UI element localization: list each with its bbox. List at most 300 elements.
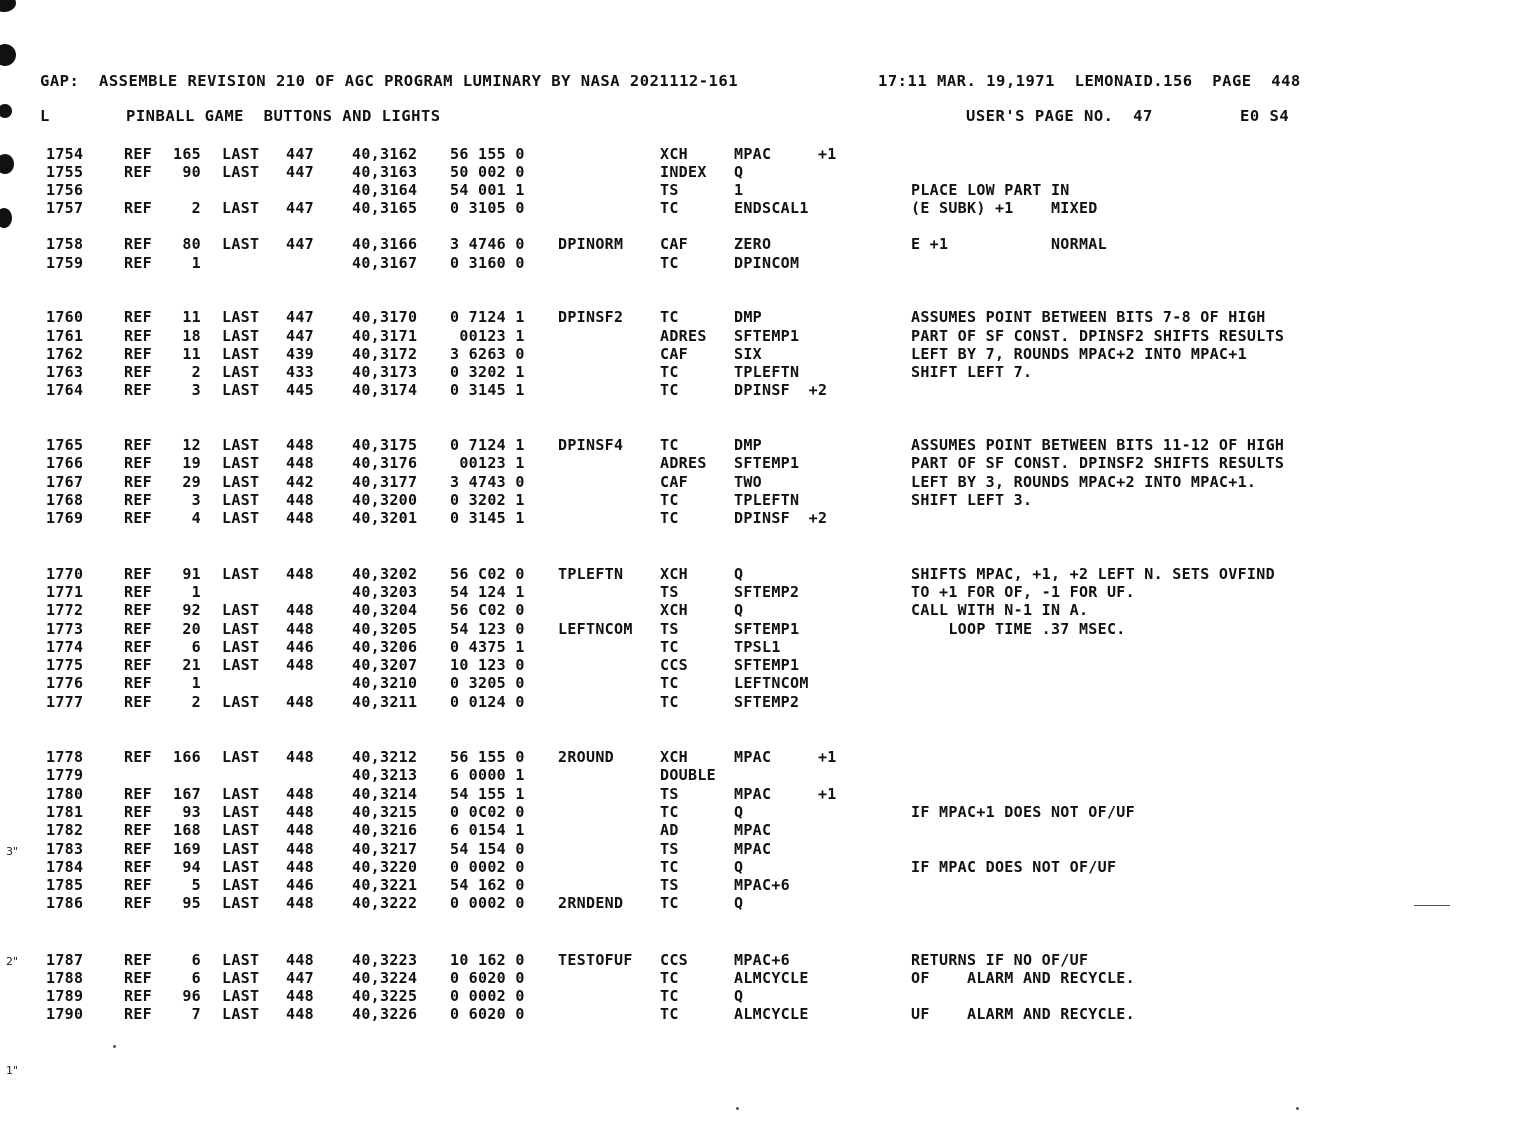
cell-code: 0 0002 0 [450,987,525,1005]
cell-line: 1770 [46,565,84,583]
cell-last: LAST [222,969,260,987]
cell-refn: 4 [191,509,201,527]
cell-lastn: 448 [286,565,314,583]
cell-line: 1756 [46,181,84,199]
cell-refn: 2 [191,693,201,711]
cell-operand: Q [734,894,744,912]
cell-last: LAST [222,1005,260,1023]
cell-lastn: 446 [286,638,314,656]
cell-line: 1773 [46,620,84,638]
cell-lastn: 447 [286,199,314,217]
cell-lastn: 448 [286,840,314,858]
cell-op: TC [660,969,679,987]
cell-operand: MPAC +1 [734,748,837,766]
cell-op: CCS [660,656,688,674]
cell-addr: 40,3206 [352,638,418,656]
cell-lastn: 448 [286,858,314,876]
speck [1296,1107,1299,1110]
section-title: PINBALL GAME BUTTONS AND LIGHTS [126,107,441,125]
cell-line: 1780 [46,785,84,803]
cell-refn: 80 [182,235,201,253]
cell-code: 0 3202 1 [450,363,525,381]
cell-refn: 92 [182,601,201,619]
cell-code: 0 0124 0 [450,693,525,711]
cell-last: LAST [222,821,260,839]
cell-ref: REF [124,327,152,345]
cell-operand: MPAC [734,840,772,858]
cell-comment: SHIFT LEFT 7. [911,363,1033,381]
cell-refn: 2 [191,199,201,217]
cell-ref: REF [124,436,152,454]
cell-op: TC [660,363,679,381]
cell-addr: 40,3217 [352,840,418,858]
cell-last: LAST [222,473,260,491]
cell-operand: ZERO [734,235,772,253]
binder-hole-mark [0,0,16,12]
cell-addr: 40,3166 [352,235,418,253]
cell-addr: 40,3204 [352,601,418,619]
cell-refn: 3 [191,381,201,399]
cell-last: LAST [222,381,260,399]
cell-comment: OF ALARM AND RECYCLE. [911,969,1135,987]
cell-lastn: 447 [286,145,314,163]
cell-last: LAST [222,620,260,638]
cell-lastn: 448 [286,601,314,619]
cell-code: 00123 1 [450,454,525,472]
cell-operand: SFTEMP1 [734,327,800,345]
cell-line: 1755 [46,163,84,181]
cell-operand: Q [734,163,744,181]
cell-operand: Q [734,987,744,1005]
cell-line: 1777 [46,693,84,711]
cell-op: TC [660,858,679,876]
cell-operand: TPSL1 [734,638,781,656]
cell-comment: SHIFTS MPAC, +1, +2 LEFT N. SETS OVFIND [911,565,1275,583]
cell-comment: LEFT BY 7, ROUNDS MPAC+2 INTO MPAC+1 [911,345,1247,363]
cell-code: 6 0154 1 [450,821,525,839]
cell-addr: 40,3220 [352,858,418,876]
cell-code: 54 001 1 [450,181,525,199]
cell-operand: SFTEMP2 [734,693,800,711]
cell-refn: 167 [173,785,201,803]
cell-code: 3 4743 0 [450,473,525,491]
cell-line: 1788 [46,969,84,987]
cell-line: 1782 [46,821,84,839]
binder-hole-mark [0,154,14,174]
cell-last: LAST [222,987,260,1005]
cell-ref: REF [124,693,152,711]
cell-line: 1774 [46,638,84,656]
cell-refn: 169 [173,840,201,858]
cell-op: TS [660,840,679,858]
cell-operand: MPAC [734,821,772,839]
cell-line: 1789 [46,987,84,1005]
cell-line: 1763 [46,363,84,381]
margin-number: 1" [6,1064,19,1077]
cell-refn: 18 [182,327,201,345]
cell-addr: 40,3173 [352,363,418,381]
cell-addr: 40,3205 [352,620,418,638]
cell-operand: ALMCYCLE [734,1005,809,1023]
cell-addr: 40,3213 [352,766,418,784]
cell-code: 10 123 0 [450,656,525,674]
cell-refn: 5 [191,876,201,894]
header-date-page: 17:11 MAR. 19,1971 LEMONAID.156 PAGE 448 [878,72,1301,90]
cell-code: 56 155 0 [450,748,525,766]
cell-last: LAST [222,656,260,674]
cell-refn: 96 [182,987,201,1005]
cell-last: LAST [222,491,260,509]
cell-refn: 93 [182,803,201,821]
cell-lastn: 448 [286,656,314,674]
cell-last: LAST [222,601,260,619]
cell-refn: 6 [191,969,201,987]
cell-line: 1781 [46,803,84,821]
cell-refn: 21 [182,656,201,674]
speck [113,1045,116,1048]
cell-ref: REF [124,969,152,987]
margin-number: 3" [6,845,19,858]
cell-refn: 1 [191,254,201,272]
cell-addr: 40,3167 [352,254,418,272]
subheader-l: L [40,107,50,125]
cell-ref: REF [124,638,152,656]
cell-lastn: 447 [286,969,314,987]
cell-last: LAST [222,785,260,803]
cell-refn: 6 [191,951,201,969]
cell-code: 0 3160 0 [450,254,525,272]
cell-last: LAST [222,163,260,181]
cell-code: 0 7124 1 [450,308,525,326]
cell-operand: DMP [734,436,762,454]
cell-line: 1765 [46,436,84,454]
cell-code: 0 3202 1 [450,491,525,509]
cell-lastn: 448 [286,894,314,912]
binder-hole-mark [0,44,16,66]
cell-refn: 19 [182,454,201,472]
cell-code: 00123 1 [450,327,525,345]
cell-op: ADRES [660,454,707,472]
cell-comment: E +1 NORMAL [911,235,1107,253]
cell-comment: UF ALARM AND RECYCLE. [911,1005,1135,1023]
cell-refn: 165 [173,145,201,163]
cell-comment: SHIFT LEFT 3. [911,491,1033,509]
cell-operand: SFTEMP1 [734,620,800,638]
cell-op: TC [660,674,679,692]
cell-ref: REF [124,509,152,527]
cell-operand: Q [734,565,744,583]
cell-lastn: 445 [286,381,314,399]
cell-line: 1787 [46,951,84,969]
cell-line: 1754 [46,145,84,163]
cell-code: 50 002 0 [450,163,525,181]
cell-refn: 11 [182,345,201,363]
cell-op: TS [660,583,679,601]
cell-comment: PART OF SF CONST. DPINSF2 SHIFTS RESULTS [911,327,1285,345]
cell-ref: REF [124,821,152,839]
cell-addr: 40,3215 [352,803,418,821]
cell-ref: REF [124,235,152,253]
cell-ref: REF [124,254,152,272]
cell-operand: TPLEFTN [734,491,800,509]
cell-op: TS [660,620,679,638]
cell-addr: 40,3223 [352,951,418,969]
cell-code: 56 C02 0 [450,601,525,619]
cell-refn: 1 [191,583,201,601]
cell-addr: 40,3165 [352,199,418,217]
cell-addr: 40,3224 [352,969,418,987]
cell-lastn: 446 [286,876,314,894]
cell-addr: 40,3171 [352,327,418,345]
cell-addr: 40,3201 [352,509,418,527]
cell-operand: Q [734,803,744,821]
cell-ref: REF [124,473,152,491]
cell-op: TC [660,987,679,1005]
cell-code: 0 3205 0 [450,674,525,692]
cell-ref: REF [124,656,152,674]
cell-line: 1768 [46,491,84,509]
cell-op: CAF [660,235,688,253]
cell-op: CAF [660,345,688,363]
cell-line: 1785 [46,876,84,894]
cell-ref: REF [124,785,152,803]
cell-ref: REF [124,454,152,472]
cell-refn: 166 [173,748,201,766]
cell-operand: ALMCYCLE [734,969,809,987]
cell-line: 1783 [46,840,84,858]
cell-line: 1771 [46,583,84,601]
cell-lastn: 439 [286,345,314,363]
cell-lastn: 433 [286,363,314,381]
cell-lastn: 448 [286,620,314,638]
cell-operand: DMP [734,308,762,326]
cell-last: LAST [222,894,260,912]
cell-op: AD [660,821,679,839]
cell-operand: DPINCOM [734,254,800,272]
cell-lastn: 447 [286,327,314,345]
cell-code: 54 124 1 [450,583,525,601]
cell-line: 1759 [46,254,84,272]
cell-op: INDEX [660,163,707,181]
cell-ref: REF [124,163,152,181]
cell-op: CCS [660,951,688,969]
cell-code: 3 4746 0 [450,235,525,253]
cell-op: DOUBLE [660,766,716,784]
cell-code: 6 0000 1 [450,766,525,784]
cell-lastn: 448 [286,821,314,839]
cell-last: LAST [222,638,260,656]
cell-ref: REF [124,803,152,821]
cell-operand: MPAC+6 [734,876,790,894]
cell-ref: REF [124,987,152,1005]
page-code: E0 S4 [1240,107,1290,125]
cell-code: 0 0C02 0 [450,803,525,821]
cell-code: 0 3145 1 [450,509,525,527]
cell-op: TS [660,181,679,199]
cell-label: DPINSF4 [558,436,624,454]
cell-addr: 40,3210 [352,674,418,692]
cell-operand: Q [734,858,744,876]
cell-addr: 40,3200 [352,491,418,509]
cell-operand: SFTEMP1 [734,454,800,472]
cell-code: 56 C02 0 [450,565,525,583]
cell-label: TPLEFTN [558,565,624,583]
cell-code: 54 123 0 [450,620,525,638]
cell-code: 10 162 0 [450,951,525,969]
cell-addr: 40,3174 [352,381,418,399]
cell-refn: 6 [191,638,201,656]
cell-addr: 40,3216 [352,821,418,839]
cell-refn: 94 [182,858,201,876]
cell-code: 56 155 0 [450,145,525,163]
cell-op: TC [660,199,679,217]
cell-line: 1778 [46,748,84,766]
cell-op: TC [660,693,679,711]
cell-ref: REF [124,381,152,399]
cell-ref: REF [124,620,152,638]
cell-addr: 40,3226 [352,1005,418,1023]
cell-label: DPINORM [558,235,624,253]
cell-comment: TO +1 FOR OF, -1 FOR UF. [911,583,1135,601]
cell-line: 1766 [46,454,84,472]
cell-code: 0 6020 0 [450,969,525,987]
cell-addr: 40,3221 [352,876,418,894]
cell-comment: PLACE LOW PART IN [911,181,1070,199]
cell-ref: REF [124,951,152,969]
cell-addr: 40,3214 [352,785,418,803]
cell-ref: REF [124,308,152,326]
cell-line: 1757 [46,199,84,217]
cell-refn: 7 [191,1005,201,1023]
cell-operand: 1 [734,181,744,199]
cell-op: TC [660,1005,679,1023]
cell-ref: REF [124,363,152,381]
cell-ref: REF [124,858,152,876]
cell-addr: 40,3203 [352,583,418,601]
cell-operand: SFTEMP2 [734,583,800,601]
cell-addr: 40,3177 [352,473,418,491]
cell-op: XCH [660,145,688,163]
cell-lastn: 448 [286,803,314,821]
cell-refn: 11 [182,308,201,326]
cell-addr: 40,3164 [352,181,418,199]
cell-ref: REF [124,1005,152,1023]
cell-addr: 40,3170 [352,308,418,326]
cell-line: 1775 [46,656,84,674]
cell-last: LAST [222,454,260,472]
header-title: GAP: ASSEMBLE REVISION 210 OF AGC PROGRAM LUMINARY BY NASA 2021112-161 [40,72,739,90]
cell-last: LAST [222,436,260,454]
cell-op: TC [660,381,679,399]
cell-line: 1764 [46,381,84,399]
cell-addr: 40,3212 [352,748,418,766]
cell-code: 0 0002 0 [450,858,525,876]
cell-ref: REF [124,748,152,766]
cell-refn: 95 [182,894,201,912]
cell-addr: 40,3207 [352,656,418,674]
cell-ref: REF [124,199,152,217]
cell-op: TC [660,491,679,509]
cell-op: TC [660,803,679,821]
cell-code: 0 3145 1 [450,381,525,399]
cell-lastn: 448 [286,987,314,1005]
cell-last: LAST [222,951,260,969]
margin-number: 2" [6,955,19,968]
dash-mark [1414,905,1450,906]
cell-addr: 40,3162 [352,145,418,163]
cell-line: 1779 [46,766,84,784]
cell-comment: RETURNS IF NO OF/UF [911,951,1089,969]
cell-op: XCH [660,601,688,619]
cell-last: LAST [222,509,260,527]
cell-line: 1761 [46,327,84,345]
cell-line: 1758 [46,235,84,253]
cell-ref: REF [124,491,152,509]
cell-code: 0 4375 1 [450,638,525,656]
binder-hole-mark [0,208,12,228]
cell-refn: 168 [173,821,201,839]
cell-last: LAST [222,363,260,381]
cell-refn: 3 [191,491,201,509]
cell-line: 1790 [46,1005,84,1023]
cell-operand: TPLEFTN [734,363,800,381]
cell-ref: REF [124,345,152,363]
cell-addr: 40,3172 [352,345,418,363]
cell-line: 1786 [46,894,84,912]
cell-ref: REF [124,876,152,894]
cell-operand: LEFTNCOM [734,674,809,692]
cell-op: TC [660,436,679,454]
cell-last: LAST [222,876,260,894]
cell-lastn: 442 [286,473,314,491]
cell-operand: MPAC+6 [734,951,790,969]
cell-comment: IF MPAC DOES NOT OF/UF [911,858,1117,876]
cell-comment: PART OF SF CONST. DPINSF2 SHIFTS RESULTS [911,454,1285,472]
cell-comment: (E SUBK) +1 MIXED [911,199,1098,217]
cell-op: CAF [660,473,688,491]
cell-last: LAST [222,235,260,253]
cell-op: TC [660,509,679,527]
cell-last: LAST [222,565,260,583]
cell-last: LAST [222,858,260,876]
cell-lastn: 448 [286,1005,314,1023]
cell-label: DPINSF2 [558,308,624,326]
cell-op: XCH [660,748,688,766]
cell-refn: 2 [191,363,201,381]
cell-last: LAST [222,693,260,711]
cell-code: 54 162 0 [450,876,525,894]
cell-ref: REF [124,145,152,163]
cell-lastn: 447 [286,163,314,181]
cell-comment: ASSUMES POINT BETWEEN BITS 11-12 OF HIGH [911,436,1285,454]
cell-last: LAST [222,327,260,345]
cell-refn: 90 [182,163,201,181]
cell-ref: REF [124,894,152,912]
cell-line: 1760 [46,308,84,326]
cell-operand: DPINSF +2 [734,509,828,527]
cell-op: TC [660,638,679,656]
cell-operand: SIX [734,345,762,363]
cell-lastn: 448 [286,509,314,527]
cell-op: ADRES [660,327,707,345]
cell-operand: TWO [734,473,762,491]
cell-lastn: 448 [286,454,314,472]
cell-op: XCH [660,565,688,583]
cell-refn: 91 [182,565,201,583]
cell-last: LAST [222,145,260,163]
cell-operand: MPAC +1 [734,145,837,163]
cell-operand: MPAC +1 [734,785,837,803]
